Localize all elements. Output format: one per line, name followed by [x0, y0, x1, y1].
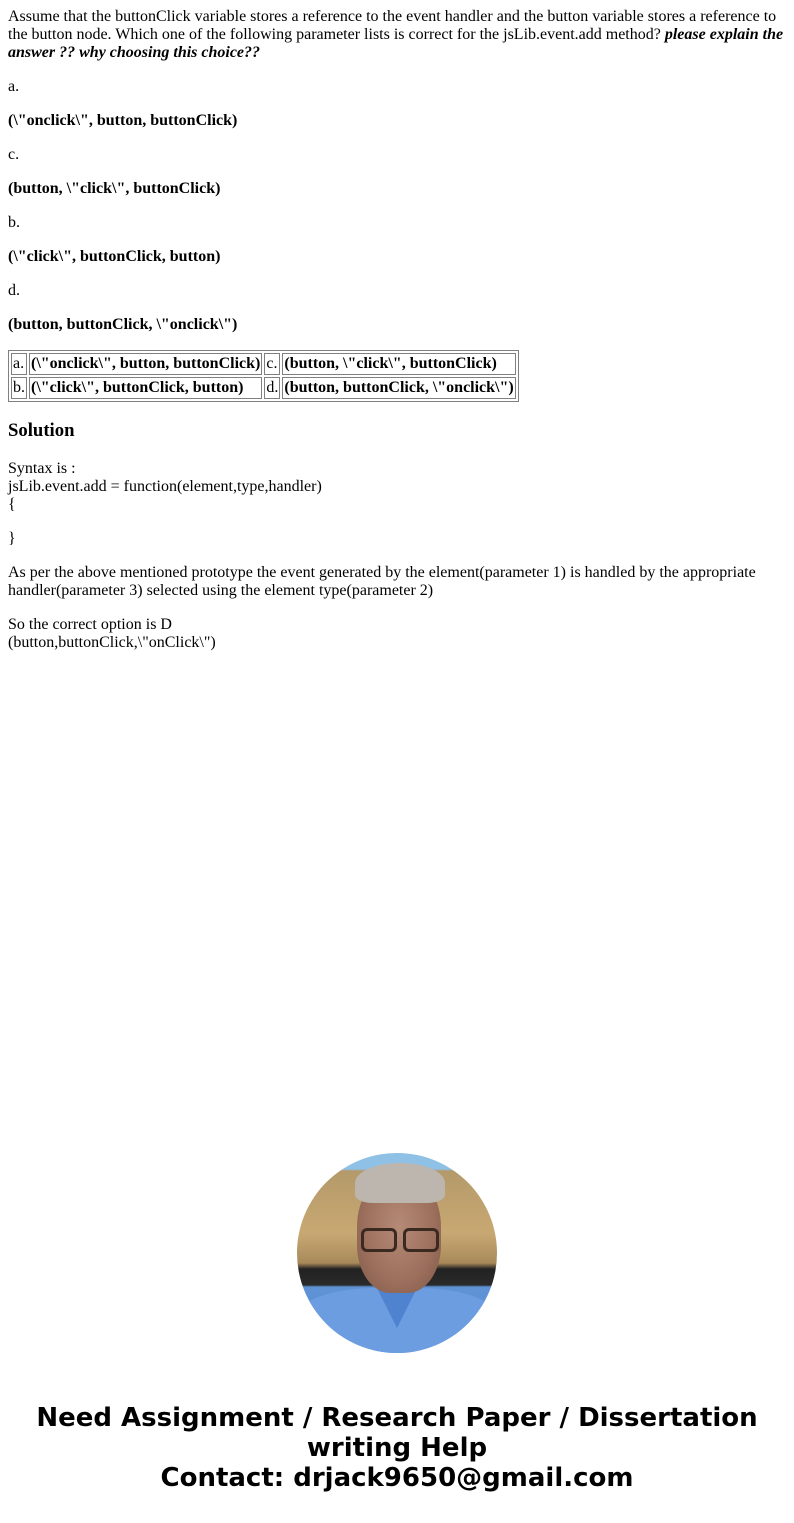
glasses-icon [403, 1228, 439, 1252]
solution-body [8, 460, 786, 652]
solution-title: Solution [8, 420, 75, 441]
option-value-d: (button, buttonClick, \"onclick\") [8, 316, 238, 333]
table-cell-label: a. [11, 353, 27, 375]
syntax-block [8, 460, 786, 514]
answer-value: (button,buttonClick,\"onClick\") [8, 634, 216, 651]
options-table [8, 350, 519, 402]
close-brace: } [8, 530, 16, 547]
option-label-a: a. [8, 78, 20, 95]
table-row [11, 353, 516, 375]
table-row [11, 377, 516, 399]
option-value-c: (button, \"click\", buttonClick) [8, 180, 221, 197]
explanation-text: As per the above mentioned prototype the event generated by the element(parameter 1) is handled by the appropriate handler(parameter 3) selected using the element type(parameter 2) [8, 564, 756, 599]
answer-block [8, 616, 786, 652]
table-cell-value: (button, buttonClick, \"onclick\") [282, 377, 515, 399]
option-value-b: (\"click\", buttonClick, button) [8, 248, 221, 265]
question-emphasis: please explain the answer ?? why choosing this choice?? [8, 26, 784, 61]
option-label-d: d. [8, 282, 20, 299]
open-brace: { [8, 496, 16, 513]
option-label-b: b. [8, 214, 20, 231]
question-text [8, 8, 786, 62]
document-content [8, 8, 786, 668]
table-cell-value: (button, \"click\", buttonClick) [282, 353, 515, 375]
table-cell-label: d. [264, 377, 280, 399]
table-cell-value: (\"click\", buttonClick, button) [29, 377, 262, 399]
avatar-hair [355, 1163, 445, 1203]
option-label-c: c. [8, 146, 20, 163]
promo-line-1: Need Assignment / Research Paper / Dissertation [36, 1403, 758, 1433]
promo-line-2: writing Help [306, 1433, 488, 1463]
syntax-label: Syntax is : [8, 460, 76, 477]
table-cell-value: (\"onclick\", button, buttonClick) [29, 353, 262, 375]
answer-line: So the correct option is D [8, 616, 172, 633]
glasses-icon [361, 1228, 397, 1252]
promo-banner [0, 1403, 794, 1493]
option-value-a: (\"onclick\", button, buttonClick) [8, 112, 238, 129]
table-cell-label: c. [264, 353, 280, 375]
table-cell-label: b. [11, 377, 27, 399]
question-body: Assume that the buttonClick variable stores a reference to the event handler and the button variable stores a reference to the button node. Which one of the following parameter lists is correct for the jsLib.event.add method? [8, 8, 777, 43]
syntax-line: jsLib.event.add = function(element,type,handler) [8, 478, 322, 495]
promo-contact: Contact: drjack9650@gmail.com [160, 1463, 634, 1493]
author-avatar [297, 1153, 497, 1353]
